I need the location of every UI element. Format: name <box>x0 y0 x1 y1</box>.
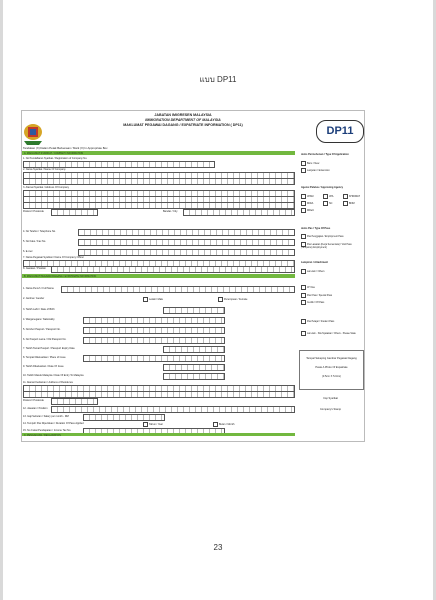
date-of-issue-input[interactable] <box>163 364 225 371</box>
application-new-option[interactable]: Baru / New <box>301 161 319 166</box>
old-passport-label: 6. No Pasport Lama / Old Passport No. <box>23 338 67 341</box>
email-input[interactable] <box>78 249 295 256</box>
gender-female-option[interactable]: Perempuan / Female <box>218 297 247 302</box>
agency-bnm-option[interactable]: BNM <box>343 201 355 206</box>
field-a5-label: 5. No Faks / Fax No. <box>23 240 46 243</box>
full-name-input[interactable] <box>61 286 295 293</box>
postcode-input[interactable] <box>51 209 98 216</box>
section-c-bar: C. PENGAKUAN / DECLARATION <box>22 433 295 436</box>
attachment-jp-visa-option[interactable]: JP Visa <box>301 285 315 290</box>
company-stamp: Cop Syarikat Company's Stamp <box>319 397 342 411</box>
agency-mida-option[interactable]: MIDA <box>301 201 313 206</box>
field-a2-input-line2[interactable] <box>23 178 295 185</box>
field-a4-label: 4. No Telefon / Telephone No. <box>23 230 56 233</box>
agency-khidmat-option[interactable]: KHIDMAT <box>343 194 360 199</box>
photo-size: (3.5cm X 5.0cm) <box>321 375 342 378</box>
form-header <box>53 113 313 128</box>
photo-text-1: Tampal Sekeping Gambar Pegawai Dagang <box>306 357 357 360</box>
position-label: 12. Jawatan / Position <box>23 407 48 410</box>
city-input[interactable] <box>183 209 295 216</box>
agency-mdec-option[interactable]: MDeC <box>301 208 314 213</box>
field-a6-label: 6. E-mel <box>23 250 33 253</box>
date-of-entry-input[interactable] <box>163 373 225 380</box>
tenure-year-option[interactable]: Tahun / Year <box>143 422 163 427</box>
full-name-label: 1. Nama Penuh / Full Name <box>23 287 54 290</box>
attachment-other-state-option[interactable]: Lain-lain - Sila Nyatakan / Others - Please State <box>301 331 363 336</box>
passport-expiry-input[interactable] <box>163 346 225 353</box>
fax-input[interactable] <box>78 239 295 246</box>
field-a1-label: 1. No Pendaftaran Syarikat / Registration of Company No. <box>23 157 88 160</box>
position-input[interactable] <box>51 406 295 413</box>
passport-expiry-label: 7. Tarikh Tamat Pasport / Passport Expiry Date <box>23 347 75 350</box>
residence-postcode-label: Poskod / Postcode <box>23 399 44 402</box>
form-caption: แบบ DP11 <box>199 75 237 84</box>
attachment-student-pass-option[interactable]: Pas Pelajar / Student Pass <box>301 319 334 324</box>
residence-address-input-line2[interactable] <box>23 391 295 398</box>
passport-no-input[interactable] <box>83 327 225 334</box>
page-number: 23 <box>213 543 223 552</box>
agency-jpa-option[interactable]: JPA <box>323 194 333 199</box>
form-code-badge: DP11 <box>316 120 364 143</box>
attachment-title: Lampiran / Attachment <box>301 261 328 264</box>
field-a3-label: 3. Alamat Syarikat / Address Of Company <box>23 186 69 189</box>
visit-pass-option[interactable]: Pas Lawatan (Kerja Sementara) / Visit Pass (Temporary Employment) <box>301 243 352 249</box>
approving-agency-title: Agensi Pelulus / Approving Agency <box>301 186 344 189</box>
attachment-special-pass-option[interactable]: Pas Khas / Special Pass <box>301 293 332 298</box>
date-of-issue-label: 9. Tarikh Dikeluarkan / Date Of Issue <box>23 365 64 368</box>
photo-box <box>299 350 364 390</box>
income-tax-label: 15. No Cukai Pendapatan / Income Tax No. <box>23 429 72 432</box>
attachment-off-pass-option[interactable]: Cerdik / Off Pass <box>301 300 324 305</box>
postcode-label: Poskod / Postcode <box>23 210 44 213</box>
telephone-input[interactable] <box>78 229 295 236</box>
dob-label: 3. Tarikh Lahir / Date of Birth <box>23 308 55 311</box>
gender-label: 2. Jantina / Gender <box>23 297 45 300</box>
date-of-entry-label: 10. Tarikh Masuk Malaysia / Date Of Entry To Malaysia <box>23 374 84 377</box>
old-passport-input[interactable] <box>83 337 225 344</box>
nationality-label: 4. Warganegara / Nationality <box>23 318 55 321</box>
field-a3-input-line3[interactable] <box>23 202 295 209</box>
field-a2-label: 2. Nama Syarikat / Name Of Company <box>23 168 66 171</box>
salary-label: 13. Gaji Sebulan / Salary per month - RM <box>23 415 69 418</box>
agency-jpam-option[interactable]: JPAM <box>301 194 313 199</box>
residence-postcode-input[interactable] <box>51 398 98 405</box>
instruction-text: Tandakan (X) Dalam Petak Berkenaan / Mark (X) In Appropriate Box <box>23 146 108 150</box>
place-of-issue-label: 8. Tempat Dikeluarkan / Place of Issue <box>23 356 66 359</box>
attachment-others-option[interactable]: Lain-lain / Others <box>301 269 325 274</box>
nationality-input[interactable] <box>83 317 225 324</box>
dob-input[interactable] <box>163 307 225 314</box>
gender-male-option[interactable]: Lelaki / Male <box>143 297 163 302</box>
place-of-issue-input[interactable] <box>83 355 225 362</box>
field-a7-label: 7. Nama Pegawai Syarikat / Name Of Company Officer <box>23 256 84 259</box>
section-a-bar: A. MAKLUMAT SYARIKAT / COMPANY INFORMATION <box>22 151 295 155</box>
agency-sc-option[interactable]: SC <box>323 201 332 206</box>
application-type-title: Jenis Permohonan / Type Of Application <box>301 153 349 156</box>
residence-address-label: 11. Alamat Kediaman / Address of Residence <box>23 381 73 384</box>
header-line-3: MAKLUMAT PEGAWAI DAGANG / EXPATRIATE INFORMATION ( DP11) <box>123 123 243 127</box>
header-line-2: IMMIGRATION DEPARTMENT OF MALAYSIA <box>145 118 221 122</box>
application-extension-option[interactable]: Lanjutan / Extension <box>301 168 330 173</box>
city-label: Bandar / City <box>163 210 178 213</box>
header-line-1: JABATAN IMIGRESEN MALAYSIA <box>154 113 212 117</box>
field-a8-label: 8. Jawatan / Position <box>23 267 47 270</box>
pass-duration-label: 14. Tempoh Pas Diperlukan / Duration Of Pass Applied <box>23 422 84 425</box>
passport-no-label: 5. Nombor Pasport / Passport No. <box>23 328 61 331</box>
section-b-bar: B. MAKLUMAT PEGAWAI DAGANG / EXPATRIATE INFORMATION <box>22 274 295 278</box>
pass-type-title: Jenis Pas / Type Of Pass <box>301 227 331 230</box>
field-a1-input[interactable] <box>23 161 215 168</box>
malaysia-coat-of-arms-icon <box>21 121 45 147</box>
employment-pass-option[interactable]: Pas Penggajian / Employment Pass <box>301 234 344 239</box>
salary-input[interactable] <box>83 414 165 421</box>
photo-text-2: Paste A Photo Of Expatriate <box>315 366 348 369</box>
officer-position-input[interactable] <box>51 266 295 273</box>
document-page <box>3 0 433 600</box>
tenure-month-option[interactable]: Bulan / Month <box>213 422 234 427</box>
